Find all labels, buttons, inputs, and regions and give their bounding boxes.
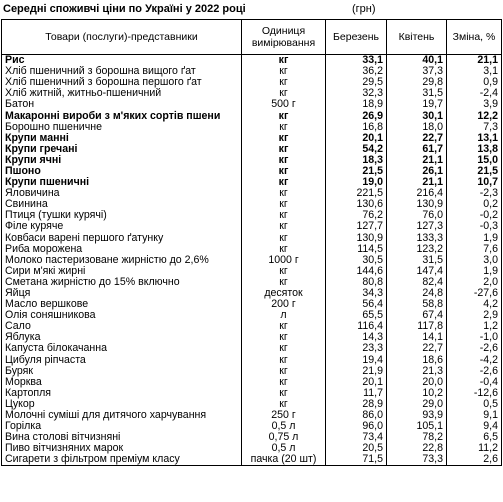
table-row	[2, 99, 502, 110]
unit-cell: кг	[242, 233, 326, 244]
march-price-cell: 19,4	[326, 355, 387, 366]
table-row	[2, 432, 502, 443]
table-row	[2, 177, 502, 188]
march-price-cell: 14,3	[326, 332, 387, 343]
march-price-cell: 114,5	[326, 244, 387, 255]
april-price-cell: 29,8	[387, 77, 447, 88]
april-price-cell: 67,4	[387, 310, 447, 321]
header-unit: Одиниця вимірювання	[242, 20, 326, 55]
header-april: Квітень	[387, 20, 447, 55]
april-price-cell: 127,3	[387, 221, 447, 232]
product-name-cell: Крупи ячні	[2, 155, 242, 166]
product-name-cell: Макаронні вироби з м'яких сортів пшени	[2, 110, 242, 121]
april-price-cell: 24,8	[387, 288, 447, 299]
march-price-cell: 130,9	[326, 233, 387, 244]
change-percent-cell: -1,0	[447, 332, 502, 343]
change-percent-cell: 0,5	[447, 399, 502, 410]
table-row	[2, 77, 502, 88]
product-name-cell: Яблука	[2, 332, 242, 343]
april-price-cell: 31,5	[387, 88, 447, 99]
march-price-cell: 11,7	[326, 388, 387, 399]
march-price-cell: 20,1	[326, 133, 387, 144]
unit-cell: кг	[242, 144, 326, 155]
product-name-cell: Сири м'які жирні	[2, 266, 242, 277]
change-percent-cell: 3,0	[447, 255, 502, 266]
unit-cell: кг	[242, 210, 326, 221]
unit-cell: кг	[242, 122, 326, 133]
product-name-cell: Цукор	[2, 399, 242, 410]
unit-cell: 0,75 л	[242, 432, 326, 443]
product-name-cell: Хліб пшеничний з борошна першого ґат	[2, 77, 242, 88]
april-price-cell: 130,9	[387, 199, 447, 210]
april-price-cell: 76,0	[387, 210, 447, 221]
change-percent-cell: 9,4	[447, 421, 502, 432]
march-price-cell: 54,2	[326, 144, 387, 155]
table-row	[2, 233, 502, 244]
unit-cell: кг	[242, 110, 326, 121]
unit-cell: кг	[242, 55, 326, 67]
product-name-cell: Горілка	[2, 421, 242, 432]
unit-cell: кг	[242, 355, 326, 366]
april-price-cell: 58,8	[387, 299, 447, 310]
product-name-cell: Батон	[2, 99, 242, 110]
change-percent-cell: -0,3	[447, 221, 502, 232]
table-row	[2, 310, 502, 321]
table-row	[2, 399, 502, 410]
april-price-cell: 19,7	[387, 99, 447, 110]
april-price-cell: 61,7	[387, 144, 447, 155]
product-name-cell: Хліб житній, житньо-пшеничний	[2, 88, 242, 99]
unit-cell: кг	[242, 244, 326, 255]
unit-cell: л	[242, 310, 326, 321]
unit-cell: кг	[242, 133, 326, 144]
march-price-cell: 71,5	[326, 454, 387, 466]
april-price-cell: 105,1	[387, 421, 447, 432]
unit-cell: кг	[242, 177, 326, 188]
product-name-cell: Масло вершкове	[2, 299, 242, 310]
table-row	[2, 110, 502, 121]
table-row	[2, 299, 502, 310]
april-price-cell: 30,1	[387, 110, 447, 121]
change-percent-cell: 7,6	[447, 244, 502, 255]
unit-cell: кг	[242, 266, 326, 277]
table-row	[2, 277, 502, 288]
product-name-cell: Крупи манні	[2, 133, 242, 144]
march-price-cell: 221,5	[326, 188, 387, 199]
change-percent-cell: 9,1	[447, 410, 502, 421]
table-row	[2, 288, 502, 299]
table-row	[2, 122, 502, 133]
march-price-cell: 21,5	[326, 166, 387, 177]
product-name-cell: Яловичина	[2, 188, 242, 199]
april-price-cell: 147,4	[387, 266, 447, 277]
march-price-cell: 76,2	[326, 210, 387, 221]
table-row	[2, 443, 502, 454]
table-row	[2, 221, 502, 232]
april-price-cell: 78,2	[387, 432, 447, 443]
april-price-cell: 18,6	[387, 355, 447, 366]
table-row	[2, 55, 502, 67]
march-price-cell: 30,5	[326, 255, 387, 266]
product-name-cell: Свинина	[2, 199, 242, 210]
april-price-cell: 216,4	[387, 188, 447, 199]
unit-cell: кг	[242, 66, 326, 77]
table-row	[2, 210, 502, 221]
header-change: Зміна, %	[447, 20, 502, 55]
change-percent-cell: -4,2	[447, 355, 502, 366]
march-price-cell: 18,3	[326, 155, 387, 166]
march-price-cell: 29,5	[326, 77, 387, 88]
title-row	[0, 0, 503, 19]
table-row	[2, 155, 502, 166]
april-price-cell: 21,1	[387, 155, 447, 166]
change-percent-cell: -12,6	[447, 388, 502, 399]
product-name-cell: Молочні суміші для дитячого харчування	[2, 410, 242, 421]
march-price-cell: 33,1	[326, 55, 387, 67]
unit-cell: кг	[242, 321, 326, 332]
currency-note: (грн)	[352, 3, 376, 15]
april-price-cell: 14,1	[387, 332, 447, 343]
product-name-cell: Ковбаси варені першого ґатунку	[2, 233, 242, 244]
table-row	[2, 144, 502, 155]
unit-cell: 500 г	[242, 99, 326, 110]
product-name-cell: Сало	[2, 321, 242, 332]
change-percent-cell: 10,7	[447, 177, 502, 188]
unit-cell: пачка (20 шт)	[242, 454, 326, 466]
change-percent-cell: -2,3	[447, 188, 502, 199]
april-price-cell: 123,2	[387, 244, 447, 255]
table-row	[2, 388, 502, 399]
product-name-cell: Яйця	[2, 288, 242, 299]
change-percent-cell: 21,1	[447, 55, 502, 67]
april-price-cell: 73,3	[387, 454, 447, 466]
march-price-cell: 144,6	[326, 266, 387, 277]
unit-cell: 0,5 л	[242, 443, 326, 454]
table-row	[2, 188, 502, 199]
unit-cell: кг	[242, 166, 326, 177]
unit-cell: кг	[242, 277, 326, 288]
product-name-cell: Борошно пшеничне	[2, 122, 242, 133]
march-price-cell: 73,4	[326, 432, 387, 443]
march-price-cell: 21,9	[326, 366, 387, 377]
table-row	[2, 199, 502, 210]
change-percent-cell: 1,2	[447, 321, 502, 332]
unit-cell: кг	[242, 77, 326, 88]
march-price-cell: 20,1	[326, 377, 387, 388]
unit-cell: кг	[242, 388, 326, 399]
unit-cell: кг	[242, 155, 326, 166]
unit-cell: десяток	[242, 288, 326, 299]
unit-cell: кг	[242, 399, 326, 410]
page-title: Середні споживчі ціни по Україні у 2022 році	[3, 3, 246, 15]
product-name-cell: Хліб пшеничний з борошна вищого ґат	[2, 66, 242, 77]
april-price-cell: 22,8	[387, 443, 447, 454]
change-percent-cell: -0,4	[447, 377, 502, 388]
table-row	[2, 343, 502, 354]
change-percent-cell: -27,6	[447, 288, 502, 299]
change-percent-cell: 1,9	[447, 266, 502, 277]
table-row	[2, 66, 502, 77]
product-name-cell: Цибуля ріпчаста	[2, 355, 242, 366]
product-name-cell: Молоко пастеризоване жирністю до 2,6%	[2, 255, 242, 266]
table-row	[2, 366, 502, 377]
unit-cell: кг	[242, 366, 326, 377]
table-row	[2, 421, 502, 432]
product-name-cell: Капуста білокачанна	[2, 343, 242, 354]
unit-cell: кг	[242, 188, 326, 199]
product-name-cell: Картопля	[2, 388, 242, 399]
product-name-cell: Рис	[2, 55, 242, 67]
march-price-cell: 23,3	[326, 343, 387, 354]
april-price-cell: 31,5	[387, 255, 447, 266]
march-price-cell: 28,9	[326, 399, 387, 410]
april-price-cell: 37,3	[387, 66, 447, 77]
product-name-cell: Філе куряче	[2, 221, 242, 232]
april-price-cell: 18,0	[387, 122, 447, 133]
change-percent-cell: -2,6	[447, 366, 502, 377]
april-price-cell: 20,0	[387, 377, 447, 388]
change-percent-cell: 2,0	[447, 277, 502, 288]
april-price-cell: 82,4	[387, 277, 447, 288]
product-name-cell: Олія соняшникова	[2, 310, 242, 321]
april-price-cell: 21,3	[387, 366, 447, 377]
april-price-cell: 26,1	[387, 166, 447, 177]
header-product: Товари (послуги)-представники	[2, 20, 242, 55]
change-percent-cell: 2,9	[447, 310, 502, 321]
product-name-cell: Пшоно	[2, 166, 242, 177]
march-price-cell: 32,3	[326, 88, 387, 99]
unit-cell: 200 г	[242, 299, 326, 310]
unit-cell: 0,5 л	[242, 421, 326, 432]
table-row	[2, 88, 502, 99]
change-percent-cell: -0,2	[447, 210, 502, 221]
table-row	[2, 332, 502, 343]
table-row	[2, 377, 502, 388]
table-body	[2, 55, 502, 466]
april-price-cell: 22,7	[387, 133, 447, 144]
march-price-cell: 34,3	[326, 288, 387, 299]
april-price-cell: 10,2	[387, 388, 447, 399]
product-name-cell: Пиво вітчизняних марок	[2, 443, 242, 454]
change-percent-cell: 13,1	[447, 133, 502, 144]
march-price-cell: 65,5	[326, 310, 387, 321]
april-price-cell: 133,3	[387, 233, 447, 244]
change-percent-cell: 7,3	[447, 122, 502, 133]
product-name-cell: Морква	[2, 377, 242, 388]
product-name-cell: Вина столові вітчизняні	[2, 432, 242, 443]
unit-cell: 1000 г	[242, 255, 326, 266]
change-percent-cell: -2,4	[447, 88, 502, 99]
change-percent-cell: 21,5	[447, 166, 502, 177]
table-row	[2, 454, 502, 466]
change-percent-cell: 15,0	[447, 155, 502, 166]
product-name-cell: Крупи гречані	[2, 144, 242, 155]
change-percent-cell: 12,2	[447, 110, 502, 121]
unit-cell: 250 г	[242, 410, 326, 421]
march-price-cell: 20,5	[326, 443, 387, 454]
product-name-cell: Крупи пшеничні	[2, 177, 242, 188]
unit-cell: кг	[242, 377, 326, 388]
unit-cell: кг	[242, 221, 326, 232]
table-row	[2, 321, 502, 332]
march-price-cell: 86,0	[326, 410, 387, 421]
table-row	[2, 410, 502, 421]
march-price-cell: 19,0	[326, 177, 387, 188]
table-row	[2, 133, 502, 144]
march-price-cell: 18,9	[326, 99, 387, 110]
april-price-cell: 21,1	[387, 177, 447, 188]
march-price-cell: 36,2	[326, 66, 387, 77]
change-percent-cell: 1,9	[447, 233, 502, 244]
change-percent-cell: 2,6	[447, 454, 502, 466]
price-table	[1, 19, 502, 466]
change-percent-cell: 4,2	[447, 299, 502, 310]
april-price-cell: 40,1	[387, 55, 447, 67]
product-name-cell: Сметана жирністю до 15% включно	[2, 277, 242, 288]
april-price-cell: 117,8	[387, 321, 447, 332]
unit-cell: кг	[242, 199, 326, 210]
table-row	[2, 355, 502, 366]
table-row	[2, 244, 502, 255]
product-name-cell: Сигарети з фільтром преміум класу	[2, 454, 242, 466]
change-percent-cell: 3,1	[447, 66, 502, 77]
unit-cell: кг	[242, 343, 326, 354]
march-price-cell: 130,6	[326, 199, 387, 210]
change-percent-cell: 11,2	[447, 443, 502, 454]
march-price-cell: 56,4	[326, 299, 387, 310]
product-name-cell: Буряк	[2, 366, 242, 377]
product-name-cell: Птиця (тушки курячі)	[2, 210, 242, 221]
unit-cell: кг	[242, 88, 326, 99]
april-price-cell: 93,9	[387, 410, 447, 421]
april-price-cell: 22,7	[387, 343, 447, 354]
product-name-cell: Риба морожена	[2, 244, 242, 255]
march-price-cell: 80,8	[326, 277, 387, 288]
march-price-cell: 127,7	[326, 221, 387, 232]
header-row	[2, 20, 502, 55]
march-price-cell: 16,8	[326, 122, 387, 133]
change-percent-cell: 0,9	[447, 77, 502, 88]
march-price-cell: 26,9	[326, 110, 387, 121]
unit-cell: кг	[242, 332, 326, 343]
april-price-cell: 29,0	[387, 399, 447, 410]
change-percent-cell: 3,9	[447, 99, 502, 110]
change-percent-cell: -2,6	[447, 343, 502, 354]
change-percent-cell: 0,2	[447, 199, 502, 210]
march-price-cell: 96,0	[326, 421, 387, 432]
header-march: Березень	[326, 20, 387, 55]
march-price-cell: 116,4	[326, 321, 387, 332]
table-row	[2, 166, 502, 177]
table-row	[2, 255, 502, 266]
table-row	[2, 266, 502, 277]
change-percent-cell: 6,5	[447, 432, 502, 443]
change-percent-cell: 13,8	[447, 144, 502, 155]
